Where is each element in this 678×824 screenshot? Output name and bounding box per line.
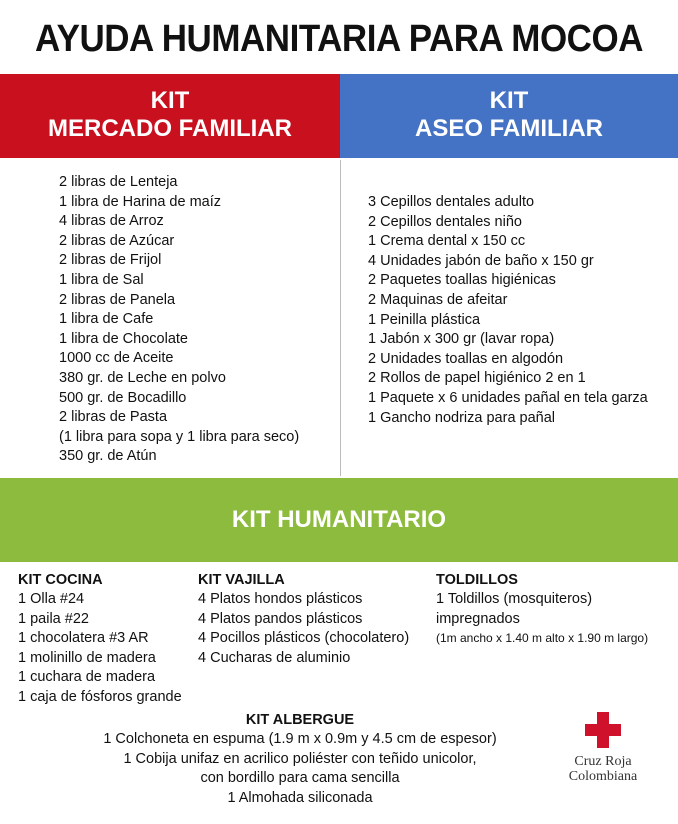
list-item: 4 Unidades jabón de baño x 150 gr — [368, 252, 594, 269]
list-item: 1000 cc de Aceite — [59, 350, 174, 367]
list-item: 2 libras de Azúcar — [59, 232, 175, 249]
list-item: 1 Peinilla plástica — [368, 311, 481, 328]
list-item: con bordillo para cama sencilla — [200, 770, 400, 787]
list-item: impregnados — [436, 610, 520, 627]
kit-humanitario-header: KIT HUMANITARIO — [0, 478, 678, 562]
list-item: 4 Cucharas de aluminio — [198, 649, 351, 666]
kit-albergue-title: KIT ALBERGUE — [245, 712, 355, 728]
kit-albergue-section — [80, 711, 520, 808]
list-item: 1 Almohada siliconada — [227, 789, 373, 806]
column-divider — [340, 160, 341, 476]
logo-text-line1: Cruz Roja — [574, 754, 632, 769]
list-item: 4 Platos pandos plásticos — [198, 610, 363, 627]
list-item: 2 libras de Frijol — [59, 252, 162, 269]
list-item: 2 Maquinas de afeitar — [368, 291, 508, 308]
list-item: 380 gr. de Leche en polvo — [59, 369, 226, 386]
kit-mercado-list — [59, 173, 299, 467]
list-item: 1 Jabón x 300 gr (lavar ropa) — [368, 331, 555, 348]
list-item: 1 paila #22 — [18, 610, 89, 627]
kit-aseo-kit-label: KIT — [489, 87, 529, 114]
list-item: 1 cuchara de madera — [18, 669, 156, 686]
list-item: 1 libra de Harina de maíz — [59, 193, 221, 210]
list-item: 1 chocolatera #3 AR — [18, 630, 149, 647]
kit-aseo-list — [368, 193, 648, 428]
list-item: 1 molinillo de madera — [18, 649, 156, 666]
list-item: 1 Toldillos (mosquiteros) — [436, 591, 593, 607]
list-item: 2 Unidades toallas en algodón — [368, 350, 564, 367]
list-item: 4 Pocillos plásticos (chocolatero) — [198, 630, 410, 647]
list-item: 1 Paquete x 6 unidades pañal en tela garza — [368, 389, 648, 406]
kit-aseo-title: ASEO FAMILIAR — [414, 115, 603, 142]
list-item: 1 libra de Chocolate — [59, 330, 188, 347]
list-item: 2 Rollos de papel higiénico 2 en 1 — [368, 370, 586, 387]
kit-aseo-header — [340, 74, 678, 158]
logo-text-line2: Colombiana — [568, 769, 638, 784]
toldillos-title: TOLDILLOS — [436, 572, 518, 588]
page-title: AYUDA HUMANITARIA PARA MOCOA — [35, 18, 643, 60]
list-item: 1 Crema dental x 150 cc — [368, 233, 526, 250]
list-item: 1 Cobija unifaz en acrilico poliéster con teñido unicolor, — [123, 750, 477, 767]
kit-vajilla-title: KIT VAJILLA — [198, 572, 285, 588]
list-item: 1 Olla #24 — [18, 591, 85, 607]
list-item: 350 gr. de Atún — [59, 448, 157, 465]
kit-cocina-title: KIT COCINA — [18, 572, 103, 588]
kit-vajilla-section — [198, 571, 409, 668]
list-item: 1 Colchoneta en espuma (1.9 m x 0.9m y 4.5 cm de espesor) — [103, 731, 497, 747]
red-cross-icon — [585, 712, 621, 748]
list-item: 2 Paquetes toallas higiénicas — [368, 272, 556, 289]
toldillos-section — [436, 571, 648, 647]
list-item: (1 libra para sopa y 1 libra para seco) — [59, 428, 300, 445]
list-item: 2 libras de Pasta — [59, 409, 168, 426]
list-item: 1 libra de Cafe — [59, 311, 154, 328]
list-item: 2 libras de Panela — [59, 291, 176, 308]
list-item: 2 libras de Lenteja — [59, 174, 178, 190]
kit-mercado-kit-label: KIT — [150, 87, 190, 114]
kit-mercado-header — [0, 74, 340, 158]
list-item: 500 gr. de Bocadillo — [59, 389, 187, 406]
list-item: 1 caja de fósforos grande — [18, 688, 182, 705]
kit-mercado-title: MERCADO FAMILIAR — [48, 115, 292, 142]
kit-cocina-section — [18, 571, 182, 708]
list-item: 4 Platos hondos plásticos — [198, 591, 363, 607]
cruz-roja-logo — [548, 712, 658, 792]
list-item: 1 libra de Sal — [59, 271, 144, 288]
list-item: 1 Gancho nodriza para pañal — [368, 409, 556, 426]
list-item: 3 Cepillos dentales adulto — [368, 194, 535, 210]
toldillos-dimensions: (1m ancho x 1.40 m alto x 1.90 m largo) — [436, 631, 649, 646]
list-item: 2 Cepillos dentales niño — [368, 213, 522, 230]
list-item: 4 libras de Arroz — [59, 213, 164, 230]
